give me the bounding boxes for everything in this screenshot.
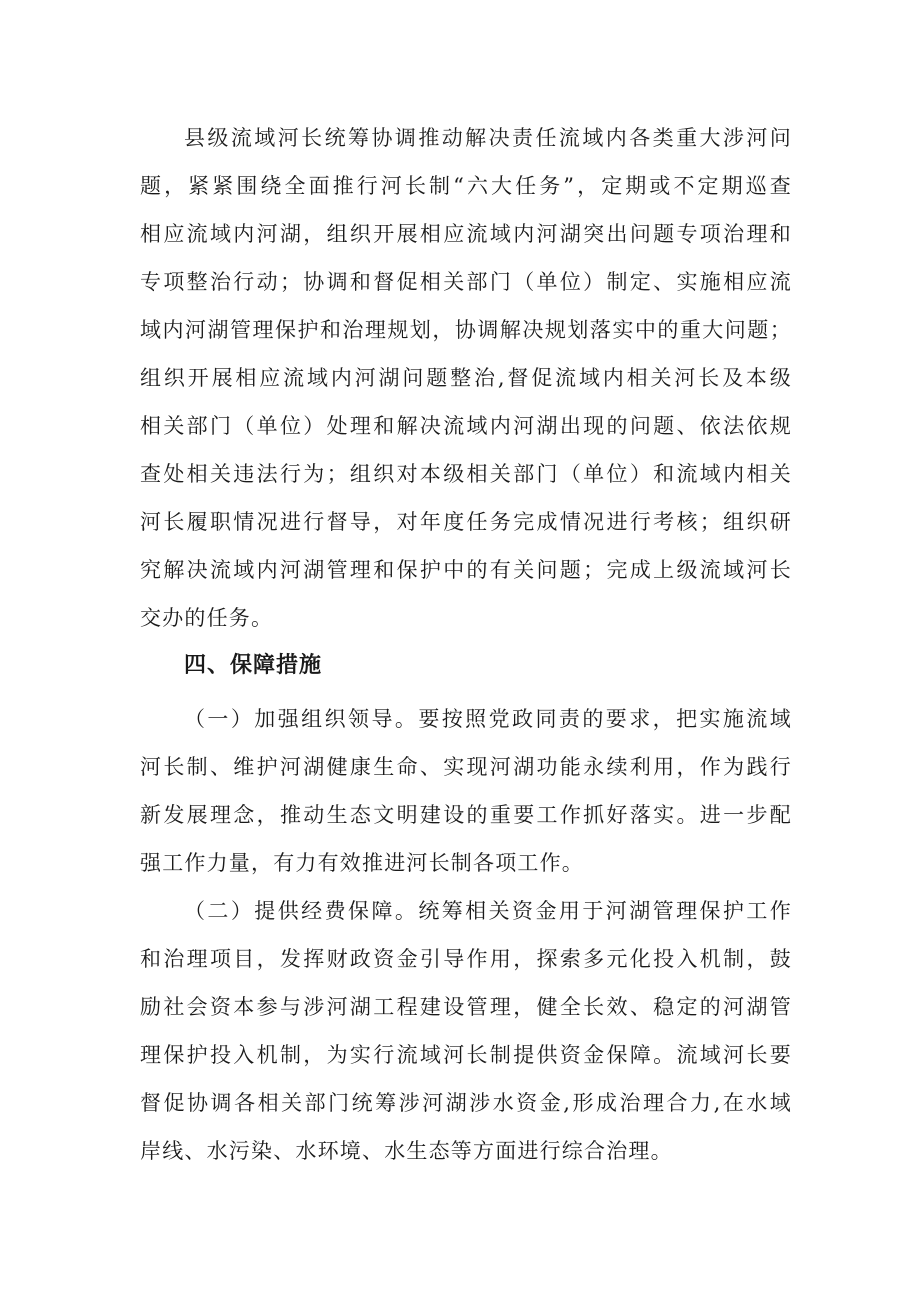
paragraph-1-line-6: 组织开展相应流域内河湖问题整治,督促流域内相关河长及本级 (140, 366, 792, 390)
paragraph-2-line-4: 强工作力量，有力有效推进河长制各项工作。 (140, 851, 584, 875)
paragraph-1-line-10: 究解决流域内河湖管理和保护中的有关问题；完成上级流域河长 (140, 558, 792, 582)
paragraph-3-line-1: （二）提供经费保障。统筹相关资金用于河湖管理保护工作 (184, 899, 792, 923)
paragraph-1-line-3: 相应流域内河湖，组织开展相应流域内河湖突出问题专项治理和 (140, 222, 792, 246)
paragraph-1-line-2: 题，紧紧围绕全面推行河长制“六大任务”，定期或不定期巡查 (140, 174, 792, 198)
paragraph-3-line-3: 励社会资本参与涉河湖工程建设管理，健全长效、稳定的河湖管 (140, 995, 792, 1019)
paragraph-1-line-4: 专项整治行动；协调和督促相关部门（单位）制定、实施相应流 (140, 270, 792, 294)
paragraph-1-line-1: 县级流域河长统筹协调推动解决责任流域内各类重大涉河问 (184, 126, 792, 150)
paragraph-3-line-4: 理保护投入机制，为实行流域河长制提供资金保障。流域河长要 (140, 1043, 792, 1067)
paragraph-1-line-11: 交办的任务。 (140, 606, 274, 630)
paragraph-3-line-6: 岸线、水污染、水环境、水生态等方面进行综合治理。 (140, 1139, 673, 1163)
paragraph-1-line-5: 域内河湖管理保护和治理规划，协调解决规划落实中的重大问题； (140, 318, 792, 342)
paragraph-1-line-9: 河长履职情况进行督导，对年度任务完成情况进行考核；组织研 (140, 510, 792, 534)
paragraph-2-line-3: 新发展理念，推动生态文明建设的重要工作抓好落实。进一步配 (140, 803, 792, 827)
section-heading: 四、保障措施 (184, 653, 323, 678)
paragraph-1-line-8: 查处相关违法行为；组织对本级相关部门（单位）和流域内相关 (140, 462, 792, 486)
paragraph-3-line-5: 督促协调各相关部门统筹涉河湖涉水资金,形成治理合力,在水域 (140, 1091, 792, 1115)
paragraph-3-line-2: 和治理项目，发挥财政资金引导作用，探索多元化投入机制，鼓 (140, 947, 792, 971)
paragraph-2-line-1: （一）加强组织领导。要按照党政同责的要求，把实施流域 (184, 707, 792, 731)
paragraph-2-line-2: 河长制、维护河湖健康生命、实现河湖功能永续利用，作为践行 (140, 755, 792, 779)
paragraph-1-line-7: 相关部门（单位）处理和解决流域内河湖出现的问题、依法依规 (140, 414, 792, 438)
